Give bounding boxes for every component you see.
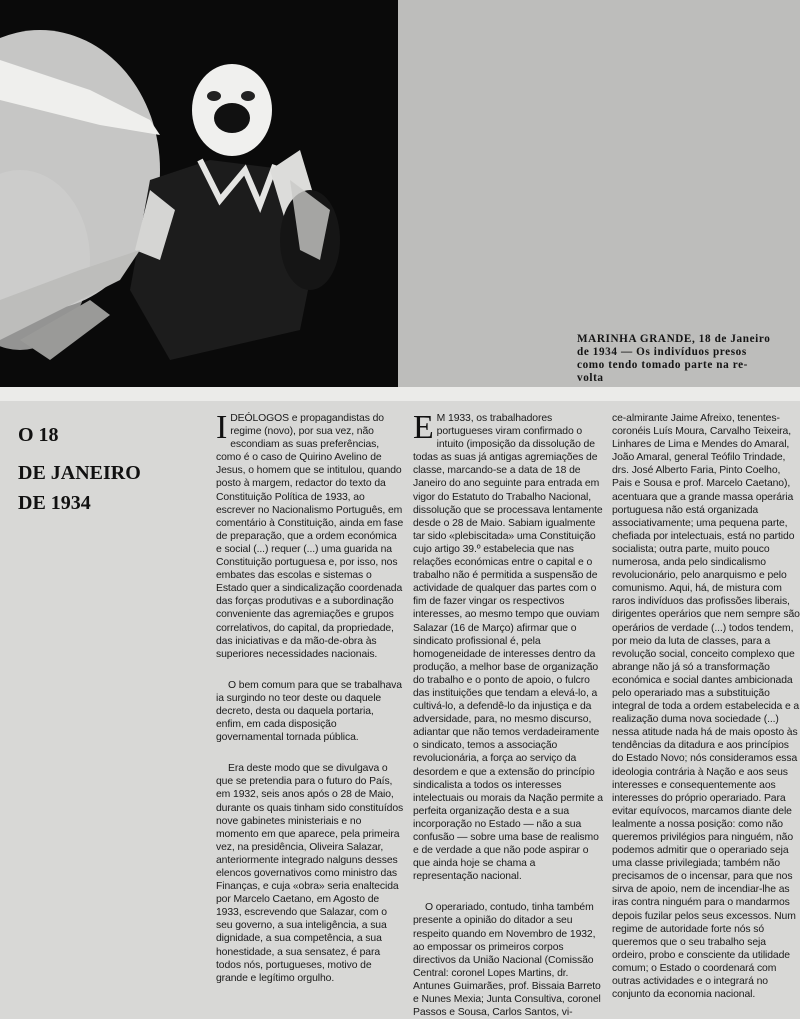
drop-cap: E <box>413 409 434 446</box>
section-divider <box>0 387 800 401</box>
paragraph: ce-almirante Jaime Afreixo, tenentes-coronéis Luís Moura, Carvalho Teixeira, Linhares de Lima e Mendes do Amaral, João Amaral, general Teófilo Trindade, drs. José Alberto Faria, Pinto Coelho, Pais e Sousa e prof. Marcelo Caetano), acentuara que a grande massa operária portuguesa não está organizada associativamente; uma pequena parte, chefiada por intelectuais, está no partido socialista; outra parte, muito pouco numerosa, anda pelo sindicalismo revolucionário, pelo anarquismo e pelo comunismo. Aqui, há, de mistura com raros indivíduos das profissões liberais, dirigentes operários que nem sempre são operários de verdade (...) todos tendem, por meio da luta de classes, para a revolução social, conceito complexo que abrange não já só a transformação económica e social dantes ambicionada pelo operariado mas a substituição integral de toda a ordem estabelecida e a realização duma nova sociedade (...) nessa atitude nada há de mais oposto às tendências da ditadura e aos princípios do Estado Novo; nós consideramos essa ideologia contrária à Nação e aos seus interesses e consequentemente aos interesses do próprio operariado. Para evitar equívocos, marcamos diante dele lealmente a nossa posição: como não queremos privilégios para ninguém, não podemos admitir que o operariado seja uma classe privilegiada; também não precisamos de o incensar, para que nos sirva de apoio, nem de incendiar-lhe as iras contra ninguém para o mandarmos depois fuzilar pelos seus excessos. Num regime de autoridade forte nós só queremos que o seu trabalho seja ordeiro, probo e consciente da utilidade comum; o Estado o coordenará com outras actividades e o integrará no conjunto da economia nacional. <box>612 413 800 1001</box>
title-line: O 18 <box>18 424 59 446</box>
photo-caption <box>577 333 800 385</box>
article-title <box>18 420 198 518</box>
paragraph: Era deste modo que se divulgava o que se pretendia para o futuro do País, em 1932, seis anos após o 28 de Maio, durante os quais tinham sido constituídos nove gabinetes ministeriais e no momento em que aparece, pela primeira vez, na presidência, Oliveira Salazar, anteriormente integrado nalguns desses elencos governativos como ministro das Finanças, e cuja «obra» seria enaltecida por Marcelo Caetano, em Agosto de 1933, escrevendo que Salazar, com o seu governo, a sua inteligência, a sua dignidade, a sua competência, a sua honestidade, a sua sensatez, é para todos nós, portugueses, motivo de grande e legítimo orgulho. <box>216 763 404 984</box>
text-column-3 <box>612 412 800 1009</box>
paragraph-text: DEÓLOGOS e propagandistas do regime (novo), por sua vez, não escondiam as suas preferências, como é o caso de Quirino Avelino de Jesus, o homem que se intitulou, quando posto à margem, redactor do texto da Constituição Política de 1933, ao escrever no Nacionalismo Português, em comentário à Constituição, ainda em fase de preparação, que a ordem económica e social (...) requer (...) uma guarida na Constituição portuguesa e, por isso, nos embates das escolas e sistemas o Estado quer a sindicalização coordenada das forças produtivas e a subordinação conveniente das agremiações e grupos correlativos, do capital, da propriedade, das iniciativas e da mão-de-obra às superiores necessidades nacionais. <box>216 413 404 660</box>
photo-illustration <box>0 0 398 387</box>
title-line: DE JANEIRO <box>18 462 141 484</box>
caption-line: como tendo tomado parte na re- <box>577 359 748 371</box>
paragraph: O bem comum para que se trabalhava ia surgindo no teor deste ou daquele decreto, desta ou daquela portaria, enfim, em cada disposição governamental tornada pública. <box>216 679 402 744</box>
paragraph <box>216 409 404 661</box>
paragraph <box>413 409 603 883</box>
paragraph-text: M 1933, os trabalhadores portugueses viram confirmado o intuito (imposição da dissolução de todas as suas já antigas agremiações de classe, marcando-se a data de 18 de Janeiro do ano seguinte para entrada em vigor do Estatuto do Trabalho Nacional, dissolução que se processava lentamente desde o 28 de Maio. Sabiam igualmente tar sido «plebiscitada» uma Constituição cujo artigo 39.º estabelecia que nas relações económicas entre o capital e o trabalho não é permitida a suspensão de actividade de qualquer das partes com o fim de fazer vingar os respectivos interesses, ao mesmo tempo que ouviam Salazar (16 de Março) afirmar que o sindicato profissional é, pela homogeneidade de interesses dentro da produção, a melhor base de organização do trabalho e o ponto de apoio, o fulcro das instituições que tendam a elevá-lo, a cultivá-lo, a defendê-lo da injustiça e da adversidade, para, no mesmo discurso, adiantar que não temos verdadeiramente o sindicato, temos a associação revolucionária, a força ao serviço da desordem e que a extensão do princípio sindicalista a todos os interesses intelectuais ou morais da Nação permite a perfeita organização desta e a sua incorporação no Estado — não a sua confusão — sobre uma base de realismo e de verdade a que não pode aspirar o que ainda hoje se chama a representação nacional. <box>413 413 603 883</box>
text-column-2 <box>413 409 603 1019</box>
text-column-1 <box>216 409 404 1009</box>
photo-background-band <box>398 0 800 387</box>
caption-line: de 1934 — Os indivíduos presos <box>577 346 747 358</box>
title-line: DE 1934 <box>18 492 91 514</box>
paragraph: O operariado, contudo, tinha também presente a opinião do ditador a seu respeito quando em Novembro de 1932, ao empossar os primeiros corpos directivos da União Nacional (Comissão Central: coronel Lopes Martins, dr. Antunes Guimarães, prof. Bissaia Barreto e Nunes Mexia; Junta Consultiva, coronel Passos e Sousa, Carlos Santos, vi- <box>413 902 601 1019</box>
drop-cap: I <box>216 409 228 446</box>
caption-line: MARINHA GRANDE, 18 de Janeiro <box>577 333 771 345</box>
caption-line: volta <box>577 372 604 384</box>
protest-photograph <box>0 0 398 387</box>
